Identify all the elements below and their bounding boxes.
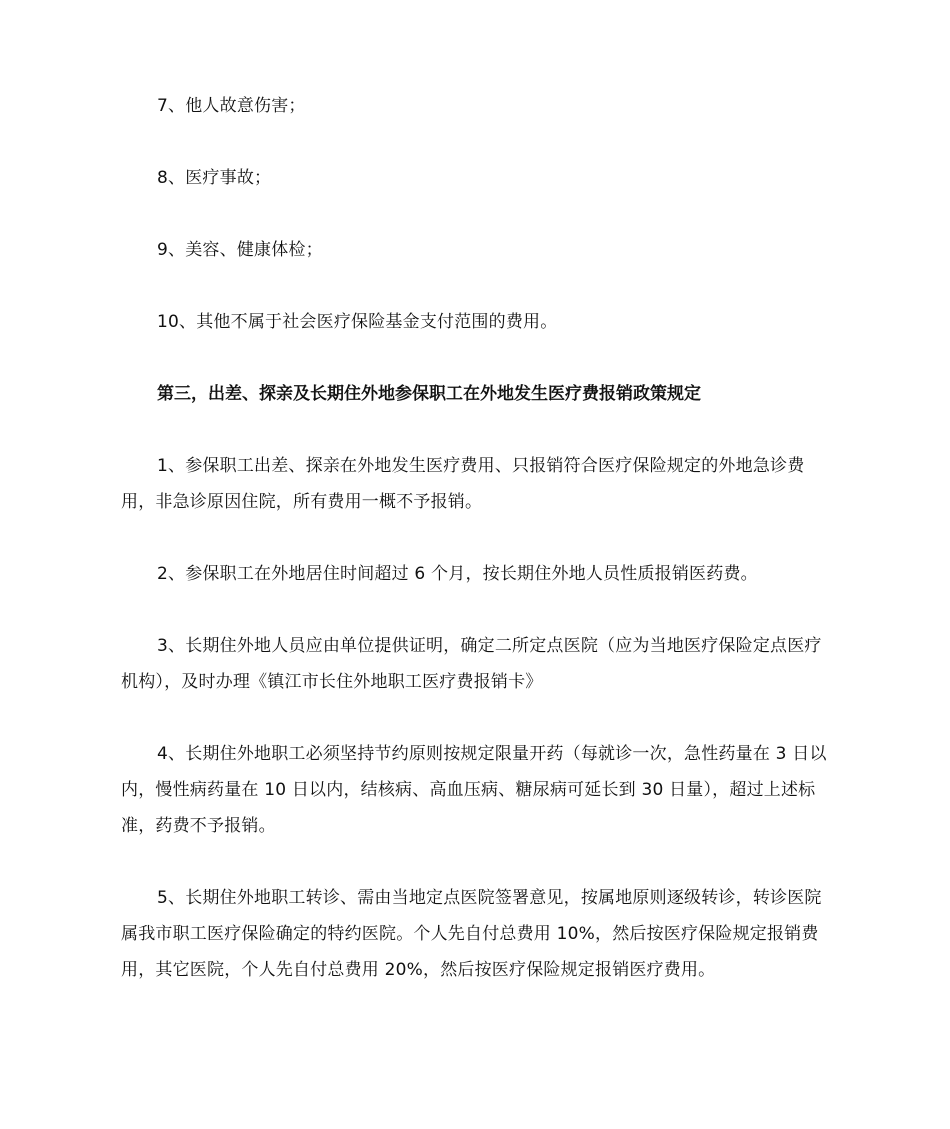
policy-item-2: 2、参保职工在外地居住时间超过 6 个月，按长期住外地人员性质报销医药费。	[157, 564, 758, 584]
list-item-9: 9、美容、健康体检；	[157, 240, 323, 260]
list-item-7: 7、他人故意伤害；	[157, 96, 306, 116]
policy-item-5: 5、长期住外地职工转诊、需由当地定点医院签署意见，按属地原则逐级转诊，转诊医院属我市职工医疗保险确定的特约医院。个人先自付总费用 10%，然后按医疗保险规定报销费用，其它医院，个人先自付总费用 20%，然后按医疗保险规定报销医疗费用。	[121, 888, 822, 980]
policy-item-4: 4、长期住外地职工必须坚持节约原则按规定限量开药（每就诊一次，急性药量在 3 日以内，慢性病药量在 10 日以内，结核病、高血压病、糖尿病可延长到 30 日量），超过上述标准，药费不予报销。	[121, 744, 827, 836]
policy-item-1: 1、参保职工出差、探亲在外地发生医疗费用、只报销符合医疗保险规定的外地急诊费用，非急诊原因住院，所有费用一概不予报销。	[121, 456, 805, 512]
list-item-8: 8、医疗事故；	[157, 168, 272, 188]
section-heading: 第三，出差、探亲及长期住外地参保职工在外地发生医疗费报销政策规定	[157, 384, 701, 404]
document-body	[121, 88, 833, 988]
policy-item-3: 3、长期住外地人员应由单位提供证明，确定二所定点医院（应为当地医疗保险定点医疗机构），及时办理《镇江市长住外地职工医疗费报销卡》	[121, 636, 822, 692]
list-item-10: 10、其他不属于社会医疗保险基金支付范围的费用。	[157, 312, 558, 332]
